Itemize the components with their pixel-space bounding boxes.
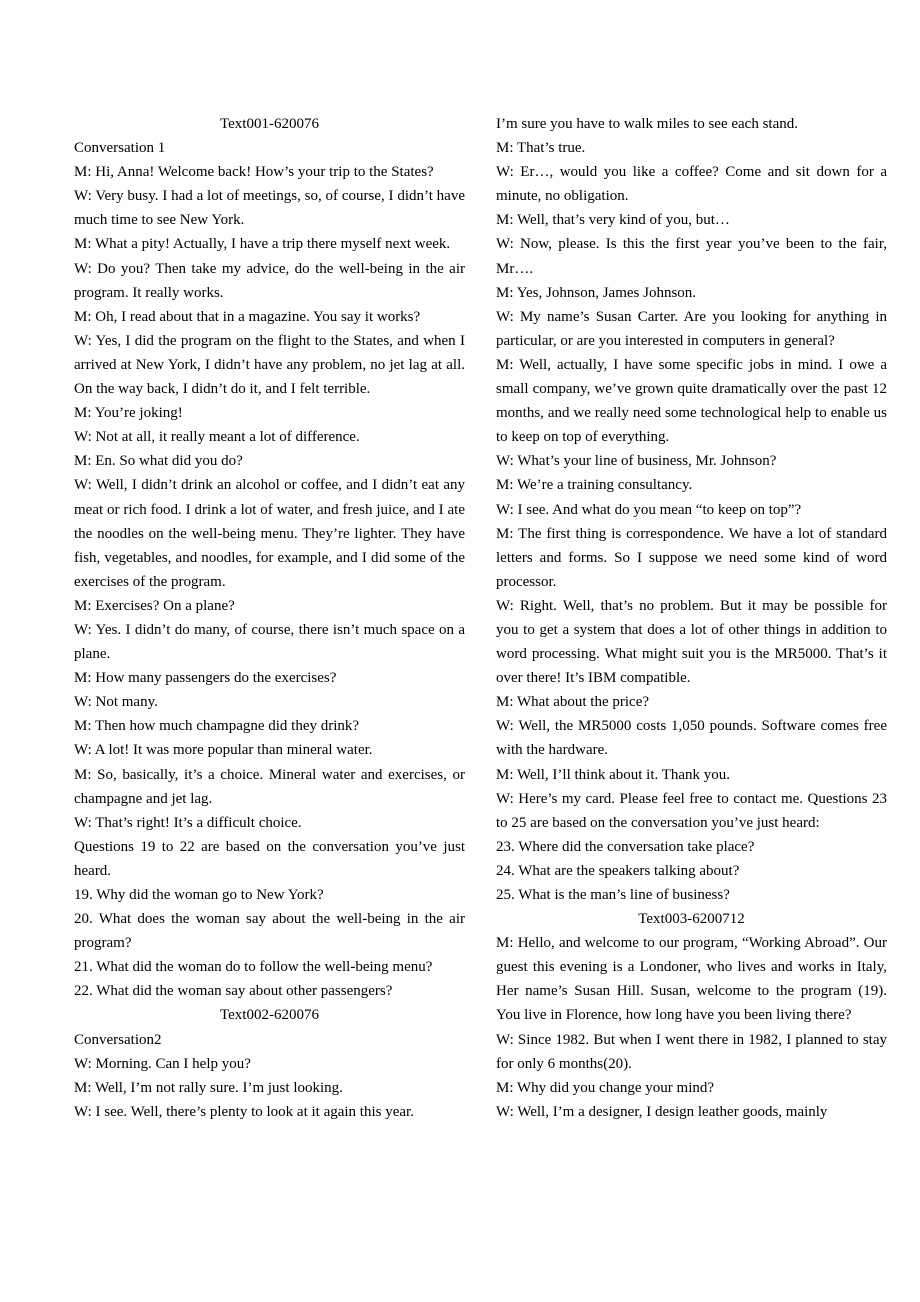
- text-paragraph: 24. What are the speakers talking about?: [496, 862, 740, 879]
- left-column: [74, 112, 465, 1124]
- section-heading: Text002-620076: [220, 1007, 319, 1024]
- text-paragraph: W: Now, please. Is this the first year you’ve been to the fair, Mr….: [496, 236, 887, 277]
- text-paragraph: M: Then how much champagne did they drink?: [74, 718, 360, 735]
- text-paragraph: W: Well, I’m a designer, I design leather goods, mainly: [496, 1103, 828, 1120]
- text-paragraph: W: Yes. I didn’t do many, of course, there isn’t much space on a plane.: [74, 621, 465, 663]
- text-paragraph: W: Yes, I did the program on the flight to the States, and when I arrived at New York, I didn’t have any problem, no jet lag at all. On the way back, I didn’t do it, and I felt terrible.: [74, 332, 465, 398]
- text-paragraph: W: What’s your line of business, Mr. Johnson?: [496, 453, 777, 470]
- text-paragraph: Conversation2: [74, 1031, 162, 1048]
- text-paragraph: 23. Where did the conversation take place?: [496, 838, 755, 855]
- text-paragraph: M: Yes, Johnson, James Johnson.: [496, 284, 697, 301]
- text-paragraph: W: Well, the MR5000 costs 1,050 pounds. Software comes free with the hardware.: [496, 718, 887, 759]
- text-paragraph: W: I see. Well, there’s plenty to look at it again this year.: [74, 1103, 414, 1120]
- section-heading: Text001-620076: [220, 116, 319, 132]
- text-paragraph: M: Oh, I read about that in a magazine. You say it works?: [74, 308, 421, 325]
- text-paragraph: M: The first thing is correspondence. We have a lot of standard letters and forms. So I suppose we need some kind of word processor.: [496, 525, 887, 590]
- text-paragraph: M: So, basically, it’s a choice. Mineral water and exercises, or champagne and jet lag.: [74, 766, 465, 807]
- text-paragraph: W: Here’s my card. Please feel free to contact me. Questions 23 to 25 are based on the conversation you’ve just heard:: [496, 790, 887, 831]
- text-paragraph: M: Hello, and welcome to our program, “Working Abroad”. Our guest this evening is a Londoner, who lives and works in Italy, Her name’s Susan Hill. Susan, welcome to the program (19). You live in Florence, how long have you been living there?: [496, 935, 887, 1024]
- text-paragraph: W: Well, I didn’t drink an alcohol or coffee, and I didn’t eat any meat or rich food. I drink a lot of water, and fresh juice, and I ate the noodles on the well-being menu. They’re lighter. They have fish, vegetables, and noodles, for example, and I did some of the exercises of the program.: [74, 477, 465, 590]
- text-paragraph: I’m sure you have to walk miles to see each stand.: [496, 116, 798, 132]
- text-paragraph: W: A lot! It was more popular than mineral water.: [74, 742, 373, 759]
- text-paragraph: W: Morning. Can I help you?: [74, 1055, 251, 1072]
- text-paragraph: W: Very busy. I had a lot of meetings, so, of course, I didn’t have much time to see New York.: [74, 188, 465, 229]
- text-paragraph: W: I see. And what do you mean “to keep on top”?: [496, 501, 802, 518]
- text-paragraph: M: You’re joking!: [74, 405, 183, 422]
- text-paragraph: W: That’s right! It’s a difficult choice.: [74, 814, 302, 831]
- text-paragraph: Conversation 1: [74, 140, 166, 157]
- right-column: [496, 112, 887, 1124]
- text-paragraph: W: Do you? Then take my advice, do the well-being in the air program. It really works.: [74, 260, 465, 301]
- text-paragraph: W: Not many.: [74, 694, 158, 711]
- text-paragraph: W: Since 1982. But when I went there in 1982, I planned to stay for only 6 months(20).: [496, 1031, 887, 1072]
- text-paragraph: W: Er…, would you like a coffee? Come and sit down for a minute, no obligation.: [496, 164, 887, 205]
- text-paragraph: M: Why did you change your mind?: [496, 1079, 715, 1096]
- text-paragraph: M: What about the price?: [496, 694, 650, 711]
- text-paragraph: M: Well, I’m not rally sure. I’m just looking.: [74, 1079, 343, 1096]
- text-paragraph: M: En. So what did you do?: [74, 453, 243, 470]
- section-heading: Text003-6200712: [638, 911, 745, 928]
- text-paragraph: M: Exercises? On a plane?: [74, 597, 235, 614]
- text-paragraph: W: Right. Well, that’s no problem. But it may be possible for you to get a system that does a lot of other things in addition to word processing. What might suit you is the MR5000. That’s it over there! It’s IBM compatible.: [496, 597, 887, 687]
- text-paragraph: M: How many passengers do the exercises?: [74, 670, 337, 687]
- text-paragraph: M: Well, actually, I have some specific jobs in mind. I owe a small company, we’ve grown quite dramatically over the past 12 months, and we really need some technological help to enable us to keep on top of everything.: [496, 356, 887, 446]
- text-paragraph: M: That’s true.: [496, 140, 586, 157]
- text-paragraph: 22. What did the woman say about other passengers?: [74, 983, 393, 1000]
- text-paragraph: W: My name’s Susan Carter. Are you looking for anything in particular, or are you interested in computers in general?: [496, 308, 887, 349]
- text-paragraph: 25. What is the man’s line of business?: [496, 887, 730, 903]
- text-paragraph: 21. What did the woman do to follow the well-being menu?: [74, 959, 433, 976]
- text-paragraph: M: We’re a training consultancy.: [496, 477, 693, 494]
- text-paragraph: M: Well, that’s very kind of you, but…: [496, 212, 730, 229]
- text-paragraph: M: Hi, Anna! Welcome back! How’s your trip to the States?: [74, 164, 434, 181]
- text-paragraph: Questions 19 to 22 are based on the conversation you’ve just heard.: [74, 838, 465, 879]
- text-paragraph: M: Well, I’ll think about it. Thank you.: [496, 766, 731, 783]
- text-paragraph: W: Not at all, it really meant a lot of difference.: [74, 429, 360, 446]
- text-paragraph: M: What a pity! Actually, I have a trip there myself next week.: [74, 236, 451, 253]
- text-paragraph: 19. Why did the woman go to New York?: [74, 887, 324, 903]
- text-paragraph: 20. What does the woman say about the well-being in the air program?: [74, 911, 465, 952]
